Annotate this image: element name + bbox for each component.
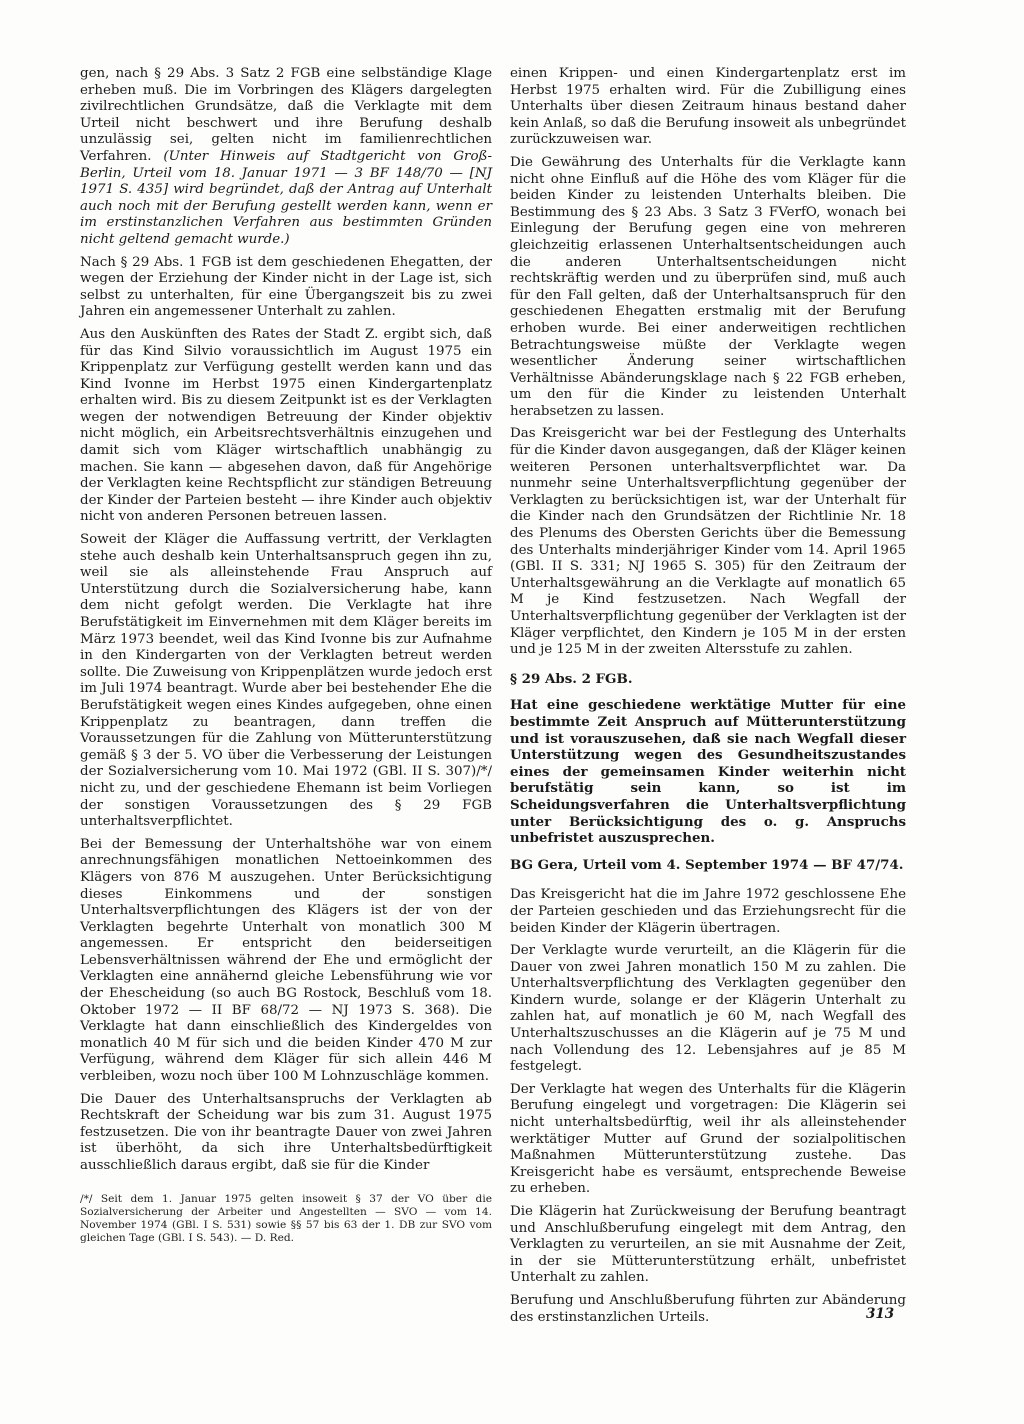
paragraph: Das Kreisgericht hat die im Jahre 1972 geschlossene Ehe der Parteien geschieden und das Erziehungsrecht für die beiden Kinder der Klägerin übertragen.: [510, 887, 906, 936]
paragraph: Die Klägerin hat Zurückweisung der Berufung beantragt und Anschlußberufung eingelegt mit dem Antrag, den Verklagten zu verurteilen, an sie mit Ausnahme der Zeit, in der sie Mütterunterstützung erhält, unbefristet Unterhalt zu zahlen.: [510, 1204, 906, 1286]
paragraph: Die Dauer des Unterhaltsanspruchs der Verklagten ab Rechtskraft der Scheidung war bis zum 31. August 1975 festzusetzen. Die von ihr beantragte Dauer von zwei Jahren ist überhöht, da sich ihre Unterhaltsbedürftigkeit ausschließlich daraus ergibt, daß sie für die Kinder: [80, 1091, 492, 1173]
page-number: 313: [866, 1306, 895, 1322]
paragraph: Aus den Auskünften des Rates der Stadt Z. ergibt sich, daß für das Kind Silvio voraussichtlich im August 1975 ein Krippenplatz zur Verfügung gestellt werden kann und das Kind Ivonne im Herbst 1975 einen Kindergartenplatz erhalten wird. Bis zu diesem Zeitpunkt ist es der Verklagten wegen der notwendigen Betreuung der Kinder objektiv nicht möglich, ein Arbeitsrechtsverhältnis einzugehen und damit sich vom Kläger wirtschaftlich unabhängig zu machen. Sie kann — abgesehen davon, daß für Angehörige der Verklagten keine Rechtspflicht zur ständigen Betreuung der Kinder der Parteien besteht — ihre Kinder auch objektiv nicht von anderen Personen betreuen lassen.: [80, 326, 492, 525]
section-heading: § 29 Abs. 2 FGB.: [510, 670, 633, 687]
paragraph-text: gen, nach § 29 Abs. 3 Satz 2 FGB eine selbständige Klage erheben muß. Die im Vorbringen des Klägers dargelegten zivilrechtlichen Grundsätze, daß die Verklagte mit dem Urteil nicht beschwert und ihre Berufung deshalb unzulässig sei, gelten nicht im familienrechtlichen Verfahren.: [80, 66, 492, 164]
paragraph: Der Verklagte wurde verurteilt, an die Klägerin für die Dauer von zwei Jahren monatlich 150 M zu zahlen. Die Unterhaltsverpflichtung des Verklagten gegenüber den Kindern wurde, solange er der Klägerin Unterhalt zu zahlen hat, auf monatlich je 60 M, nach Wegfall des Unterhaltszuschusses an die Klägerin auf je 75 M und nach Vollendung des 12. Lebensjahres auf je 85 M festgelegt.: [510, 943, 906, 1075]
paragraph: Der Verklagte hat wegen des Unterhalts für die Klägerin Berufung eingelegt und vorgetragen: Die Klägerin sei nicht unterhaltsbedürftig, weil ihr als alleinstehender werktätiger Mutter auf Grund der sozialpolitischen Maßnahmen Mütterunterstützung zustehe. Das Kreisgericht habe es versäumt, entsprechende Beweise zu erheben.: [510, 1081, 906, 1197]
paragraph: einen Krippen- und einen Kindergartenplatz erst im Herbst 1975 erhalten wird. Für die Zubilligung eines Unterhalts über diesen Zeitraum hinaus bestand daher kein Anlaß, so daß die Berufung insoweit als unbegründet zurückzuweisen war.: [510, 66, 906, 148]
right-column: [510, 66, 906, 1332]
paragraph: Nach § 29 Abs. 1 FGB ist dem geschiedenen Ehegatten, der wegen der Erziehung der Kinder nicht in der Lage ist, sich selbst zu unterhalten, für eine Übergangszeit bis zu zwei Jahren ein angemessener Unterhalt zu zahlen.: [80, 254, 492, 320]
paragraph: Die Gewährung des Unterhalts für die Verklagte kann nicht ohne Einfluß auf die Höhe des vom Kläger für die beiden Kinder zu leistenden Unterhalts bleiben. Die Bestimmung des § 23 Abs. 3 Satz 3 FVerfO, wonach bei Einlegung der Berufung gegen eine von mehreren gleichzeitig erlassenen Unterhaltsentscheidungen auch die anderen Unterhaltsentscheidungen nicht rechtskräftig werden und zu überprüfen sind, muß auch für den Fall gelten, daß der Unterhaltsanspruch für den geschiedenen Ehegatten erstmalig mit der Berufung erhoben wurde. Bei einer anderweitigen rechtlichen Betrachtungsweise müßte der Verklagte wegen wesentlicher Änderung seiner wirtschaftlichen Verhältnisse Abänderungsklage nach § 22 FGB erheben, um den für die Kinder zu leistenden Unterhalt herabsetzen zu lassen.: [510, 154, 906, 419]
editorial-note: (Unter Hinweis auf Stadtgericht von Groß-Berlin, Urteil vom 18. Januar 1971 — 3 BF 148/70 — [NJ 1971 S. 435] wird begründet, daß der Antrag auf Unterhalt auch noch mit der Berufung gestellt werden kann, wenn er im erstinstanzlichen Verfahren aus bestimmten Gründen nicht geltend gemacht wurde.): [80, 148, 492, 247]
paragraph: Das Kreisgericht war bei der Festlegung des Unterhalts für die Kinder davon ausgegangen, daß der Kläger keinen weiteren Personen unterhaltsverpflichtet war. Da nunmehr seine Unterhaltsverpflichtung gegenüber der Verklagten zu berücksichtigen ist, war der Unterhalt für die Kinder nach den Grundsätzen der Richtlinie Nr. 18 des Plenums des Obersten Gerichts über die Bemessung des Unterhalts minderjähriger Kinder vom 14. April 1965 (GBl. II S. 331; NJ 1965 S. 305) für den Zeitraum der Unterhaltsgewährung an die Verklagte auf monatlich 65 M je Kind festzusetzen. Nach Wegfall der Unterhaltsverpflichtung gegenüber der Verklagten ist der Kläger verpflichtet, den Kindern je 105 M in der ersten und je 125 M in der zweiten Altersstufe zu zahlen.: [510, 426, 906, 658]
paragraph: Berufung und Anschlußberufung führten zur Abänderung des erstinstanzlichen Urteils.: [510, 1292, 906, 1325]
paragraph: Soweit der Kläger die Auffassung vertritt, der Verklagten stehe auch deshalb kein Unterhaltsanspruch gegen ihn zu, weil sie als alleinstehende Frau Anspruch auf Unterstützung durch die Sozialversicherung habe, kann dem nicht gefolgt werden. Die Verklagte hat ihre Berufstätigkeit im Einvernehmen mit dem Kläger bereits im März 1973 beendet, weil das Kind Ivonne bis zur Aufnahme in den Kindergarten von der Verklagten betreut werden sollte. Die Zuweisung von Krippenplätzen wurde jedoch erst im Juli 1974 beantragt. Wurde aber bei bestehender Ehe die Berufstätigkeit wegen eines Kindes aufgegeben, ohne einen Krippenplatz zu beantragen, dann treffen die Voraussetzungen für die Zahlung von Mütterunterstützung gemäß § 3 der 5. VO über die Verbesserung der Leistungen der Sozialversicherung vom 10. Mai 1972 (GBl. II S. 307)/*/ nicht zu, und der geschiedene Ehemann ist beim Vorliegen der sonstigen Voraussetzungen des § 29 FGB unterhaltsverpflichtet.: [80, 532, 492, 830]
paragraph: [80, 66, 492, 249]
left-column: [80, 66, 492, 1245]
footnote-text: /*/ Seit dem 1. Januar 1975 gelten insoweit § 37 der VO über die Sozialversicherung der Arbeiter und Angestellten — SVO — vom 14. November 1974 (GBl. I S. 531) sowie §§ 57 bis 63 der 1. DB zur SVO vom gleichen Tage (GBl. I S. 543). — D. Red.: [80, 1192, 492, 1244]
footnote: [80, 1193, 492, 1245]
headnote: Hat eine geschiedene werktätige Mutter für eine bestimmte Zeit Anspruch auf Mütterunterstützung und ist vorauszusehen, daß sie nach Wegfall dieser Unterstützung wegen des Gesundheitszustandes eines der gemeinsamen Kinder weiterhin nicht berufstätig sein kann, so ist im Scheidungsverfahren die Unterhaltsverpflichtung unter Berücksichtigung des o. g. Anspruchs unbefristet auszusprechen.: [510, 697, 906, 847]
court-citation: BG Gera, Urteil vom 4. September 1974 — BF 47/74.: [510, 856, 904, 873]
paragraph: Bei der Bemessung der Unterhaltshöhe war von einem anrechnungsfähigen monatlichen Nettoeinkommen des Klägers von 876 M auszugehen. Unter Berücksichtigung dieses Einkommens und der sonstigen Unterhaltsverpflichtungen des Klägers ist der von der Verklagten begehrte Unterhalt von monatlich 300 M angemessen. Er entspricht den beiderseitigen Lebensverhältnissen während der Ehe und ermöglicht der Verklagten eine annähernd gleiche Lebensführung wie vor der Ehescheidung (so auch BG Rostock, Beschluß vom 18. Oktober 1972 — II BF 68/72 — NJ 1973 S. 368). Die Verklagte hat dann einschließlich des Kindergeldes von monatlich 40 M für sich und die beiden Kinder 470 M zur Verfügung, während dem Kläger für sich allein 446 M verbleiben, wozu noch über 100 M Lohnzuschläge kommen.: [80, 836, 492, 1085]
